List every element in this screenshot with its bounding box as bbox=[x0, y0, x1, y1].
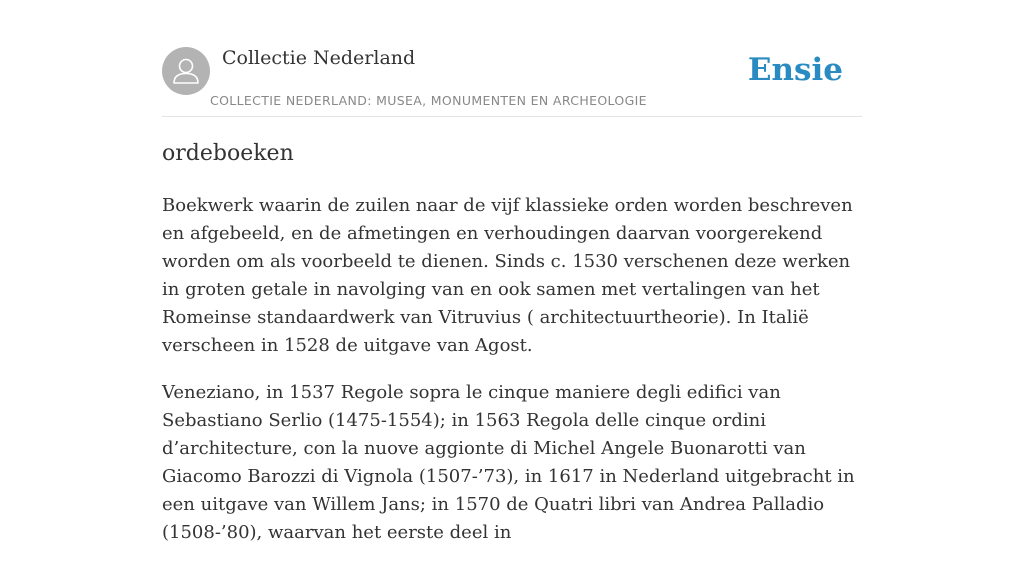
author-name[interactable]: Collectie Nederland bbox=[222, 47, 416, 69]
article-body bbox=[162, 192, 866, 566]
page-title: ordeboeken bbox=[162, 141, 294, 166]
paragraph: Boekwerk waarin de zuilen naar de vijf klassieke orden worden beschreven en afgebeeld, en de afmetingen en verhoudingen daarvan voorgerekend worden om als voorbeeld te dienen. Sinds c. 1530 verschenen deze werken in groten getale in navolging van en ook samen met vertalingen van het Romeinse standaardwerk van Vitruvius ( architectuurtheorie). In Italië verscheen in 1528 de uitgave van Agost. bbox=[162, 195, 853, 356]
avatar[interactable] bbox=[162, 47, 210, 95]
brand-logo[interactable]: Ensie bbox=[747, 52, 843, 88]
paragraph: Veneziano, in 1537 Regole sopra le cinque maniere degli edifici van Sebastiano Serlio (1475-1554); in 1563 Regola delle cinque ordini d’architecture, con la nuove aggionte di Michel Angele Buonarotti van Giacomo Barozzi di Vignola (1507-’73), in 1617 in Nederland uitgebracht in een uitgave van Willem Jans; in 1570 de Quatri libri van Andrea Palladio (1508-’80), waarvan het eerste deel in bbox=[162, 382, 855, 543]
user-silhouette-icon bbox=[162, 47, 210, 95]
article-header bbox=[162, 46, 862, 117]
source-collection[interactable]: COLLECTIE NEDERLAND: MUSEA, MONUMENTEN EN ARCHEOLOGIE bbox=[210, 93, 647, 108]
